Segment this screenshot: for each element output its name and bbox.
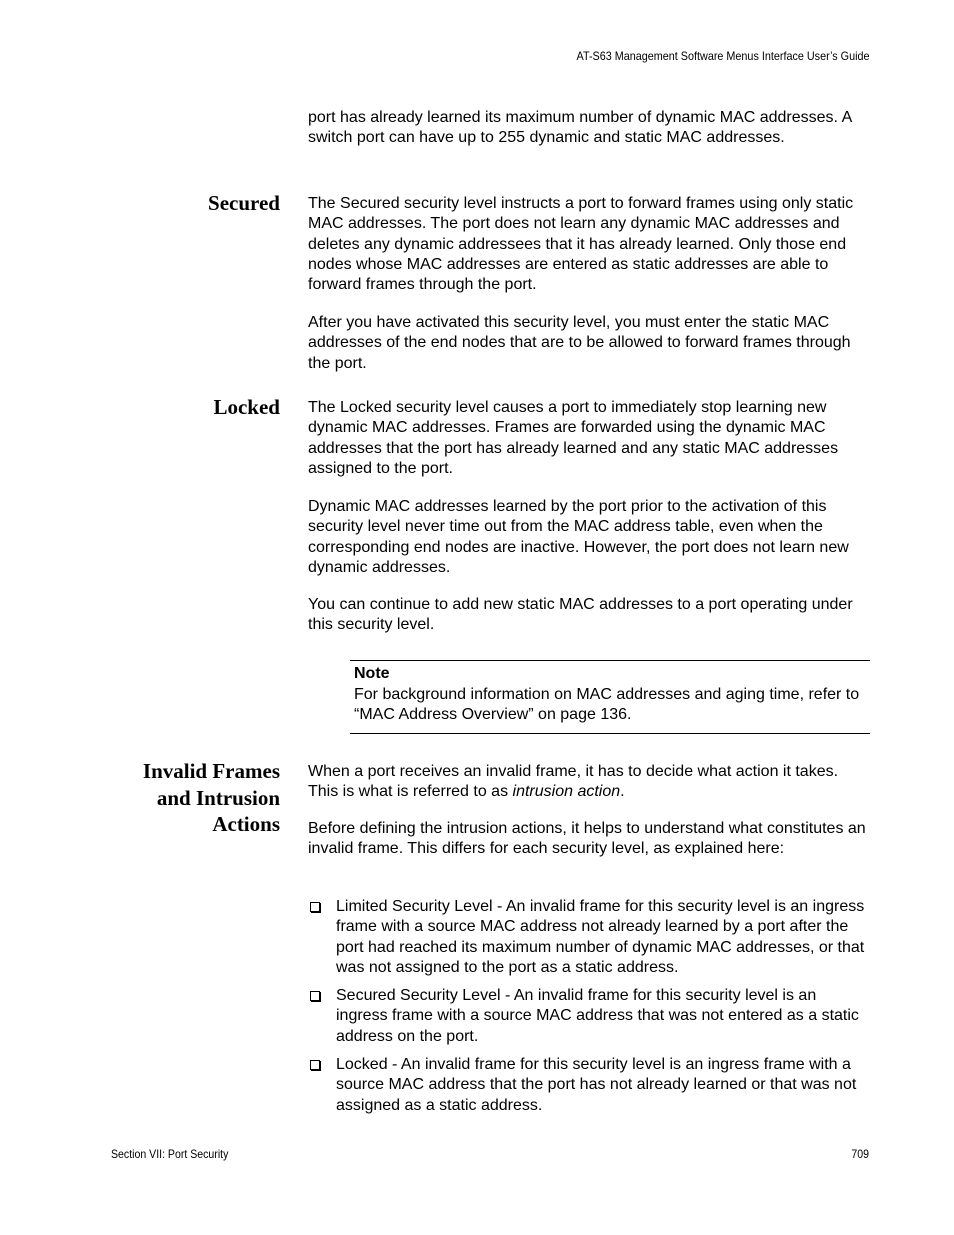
intro-continuation-paragraph: port has already learned its maximum number of dynamic MAC addresses. A switch port can have up to 255 dynamic and static MAC addresses. bbox=[308, 109, 852, 147]
invalid-frames-paragraph-1 bbox=[308, 762, 870, 803]
footer-page-number: 709 bbox=[851, 1147, 869, 1161]
section-heading-invalid-frames bbox=[110, 758, 280, 838]
p1-italic-term: intrusion action bbox=[512, 783, 621, 801]
bullet-text: Limited Security Level - An invalid frame for this security level is an ingress frame with a source MAC address not already learned by a port after the port had reached its maximum number of dynamic MAC addresses, or that was not assigned to the port as a static address. bbox=[336, 898, 865, 976]
heading-secured-text: Secured bbox=[208, 191, 280, 215]
note-box bbox=[350, 660, 870, 734]
invalid-frames-paragraph-2: Before defining the intrusion actions, it helps to understand what constitutes an invalid frame. This differs for each security level, as explained here: bbox=[308, 820, 866, 858]
checkbox-bullet-icon bbox=[310, 902, 320, 912]
secured-paragraph-1: The Secured security level instructs a port to forward frames using only static MAC addresses. The port does not learn any dynamic MAC addresses and deletes any dynamic addressees that it has already learned. Only those end nodes whose MAC addresses are entered as static addresses are able to forward frames through the port. bbox=[308, 195, 854, 294]
locked-paragraph-2: Dynamic MAC addresses learned by the port prior to the activation of this security level never time out from the MAC address table, even when the corresponding end nodes are inactive. However, the port does not learn new dynamic addresses. bbox=[308, 498, 849, 576]
running-header: AT-S63 Management Software Menus Interface User’s Guide bbox=[576, 49, 869, 63]
section-heading-secured bbox=[110, 190, 280, 217]
secured-paragraph-2: After you have activated this security level, you must enter the static MAC addresses of the end nodes that are to be allowed to forward frames through the port. bbox=[308, 314, 851, 372]
heading-line-2: and Intrusion bbox=[156, 785, 280, 810]
checkbox-bullet-icon bbox=[310, 991, 320, 1001]
heading-locked-text: Locked bbox=[213, 395, 280, 419]
section-heading-locked bbox=[110, 394, 280, 421]
footer-section-label: Section VII: Port Security bbox=[111, 1147, 229, 1161]
p1-text-before: When a port receives an invalid frame, it has to decide what action it takes. This is what is referred to as bbox=[308, 763, 839, 801]
locked-paragraph-1: The Locked security level causes a port to immediately stop learning new dynamic MAC addresses. Frames are forwarded using the dynamic MAC addresses that the port has already learned and any static MAC addresses assigned to the port. bbox=[308, 399, 839, 477]
note-text: For background information on MAC addresses and aging time, refer to “MAC Address Overview” on page 136. bbox=[354, 686, 860, 724]
heading-line-1: Invalid Frames bbox=[142, 759, 280, 783]
bullet-text: Locked - An invalid frame for this security level is an ingress frame with a source MAC address that the port has not already learned or that was not assigned as a static address. bbox=[336, 1056, 857, 1114]
heading-line-3: Actions bbox=[212, 812, 280, 836]
locked-paragraph-3: You can continue to add new static MAC addresses to a port operating under this security level. bbox=[308, 596, 853, 634]
p1-text-after: . bbox=[620, 783, 625, 801]
checkbox-bullet-icon bbox=[310, 1060, 320, 1070]
note-title: Note bbox=[354, 665, 390, 682]
bullet-text: Secured Security Level - An invalid frame for this security level is an ingress frame with a source MAC address that was not entered as a static address on the port. bbox=[336, 987, 859, 1045]
